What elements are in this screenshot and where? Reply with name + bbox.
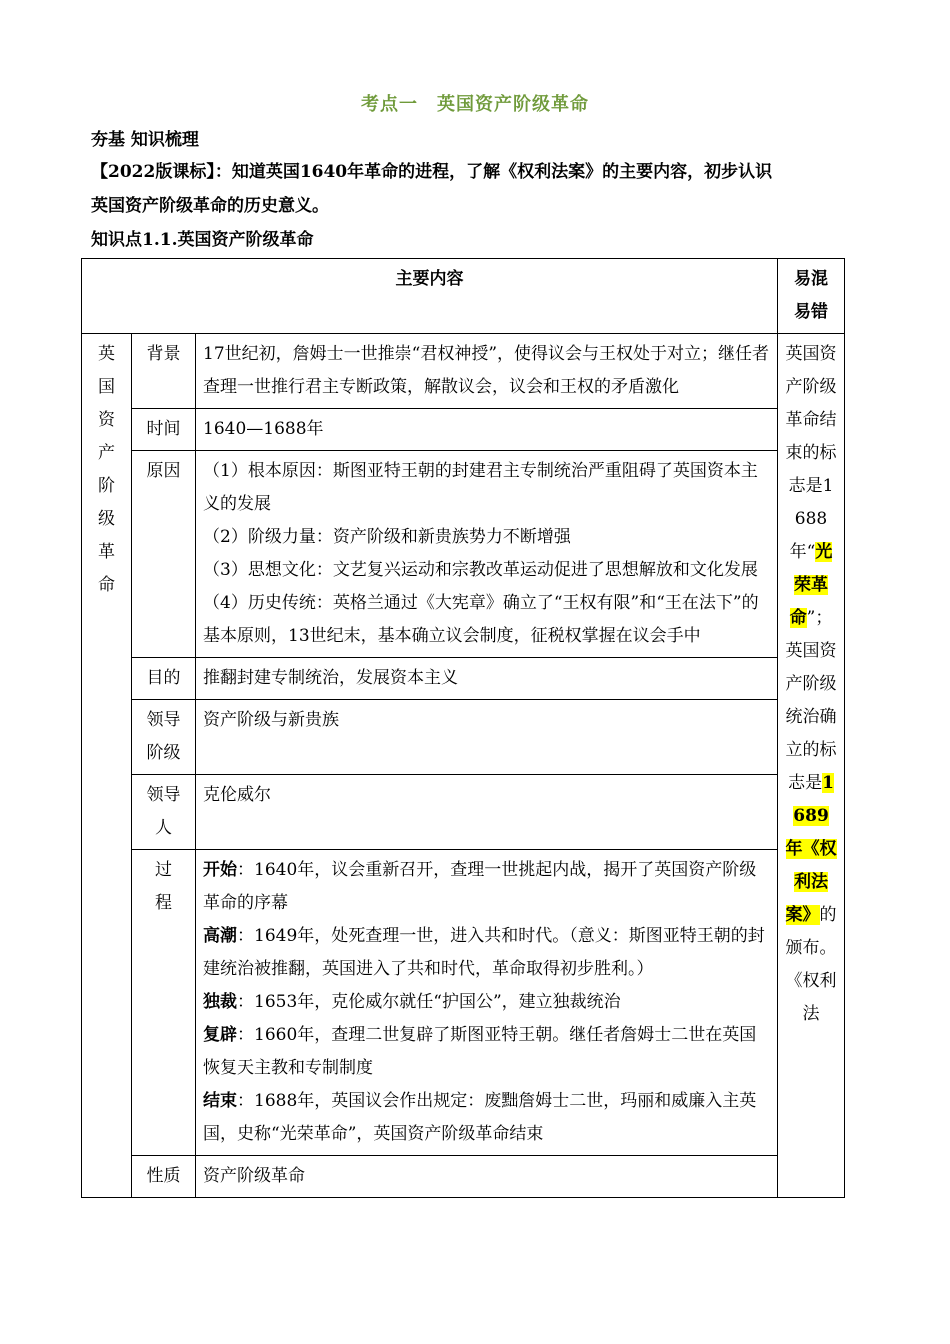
process-dictatorship <box>203 986 770 1019</box>
topic-char: 级 <box>98 509 115 529</box>
error-note-text-3: 的颁布。《权利法 <box>785 905 837 1024</box>
cause-label: 原因 <box>132 451 196 658</box>
cause-item: （3）思想文化：文艺复兴运动和宗教改革运动促进了思想解放和文化发展 <box>203 560 758 580</box>
process-peak-text: ：1649年，处死查理一世，进入共和时代。（意义：斯图亚特王朝的封建统治被推翻，英国进入了共和时代，革命取得初步胜利。） <box>203 926 765 979</box>
cause-item: （2）阶级力量：资产阶级和新贵族势力不断增强 <box>203 527 571 547</box>
process-label-char: 程 <box>155 893 172 913</box>
process-end-key: 结束 <box>203 1091 237 1111</box>
time-label: 时间 <box>132 409 196 451</box>
error-highlight-2: 1689年《权利法案》 <box>785 773 837 925</box>
topic-char: 国 <box>98 377 115 397</box>
cause-item: （1）根本原因：斯图亚特王朝的封建君主专制统治严重阻碍了英国资本主义的发展 <box>203 461 758 514</box>
process-restoration-text: ：1660年，查理二世复辟了斯图亚特王朝。继任者詹姆士二世在英国恢复天主教和专制制度 <box>203 1025 757 1078</box>
process-start <box>203 854 770 920</box>
header-error <box>778 259 845 334</box>
process-label-char: 过 <box>155 860 172 880</box>
subtitle: 夯基 知识梳理 <box>91 130 199 150</box>
background-text: 17世纪初，詹姆士一世推崇“君权神授”，使得议会与王权处于对立；继任者查理一世推行君主专断政策，解散议会，议会和王权的矛盾激化 <box>196 334 778 409</box>
topic-cell <box>82 334 132 1198</box>
time-text: 1640—1688年 <box>196 409 778 451</box>
nature-text: 资产阶级革命 <box>196 1156 778 1198</box>
process-start-key: 开始 <box>203 860 237 880</box>
knowledge-table <box>81 258 845 1198</box>
process-end-text: ：1688年，英国议会作出规定：废黜詹姆士二世，玛丽和威廉入主英国，史称“光荣革命”，英国资产阶级革命结束 <box>203 1091 757 1144</box>
process-peak <box>203 920 770 986</box>
topic-char: 产 <box>98 443 115 463</box>
section-heading: 知识点1.1.英国资产阶级革命 <box>91 230 314 250</box>
error-highlight-1: 光荣革命 <box>789 542 833 628</box>
aim-label: 目的 <box>132 658 196 700</box>
process-end <box>203 1085 770 1151</box>
cause-text <box>196 451 778 658</box>
process-text <box>196 850 778 1156</box>
error-note-cell <box>778 334 845 1198</box>
error-note-text-1: 英国资产阶级革命结束的标志是1688年“ <box>785 344 837 562</box>
header-main: 主要内容 <box>82 259 778 334</box>
process-peak-key: 高潮 <box>203 926 237 946</box>
process-dictatorship-key: 独裁 <box>203 992 237 1012</box>
standard-line-1: 【2022版课标】：知道英国1640年革命的进程，了解《权利法案》的主要内容，初步认识 <box>91 162 773 182</box>
standard-line-2: 英国资产阶级革命的历史意义。 <box>91 196 329 216</box>
leader-text: 克伦威尔 <box>196 775 778 850</box>
nature-label: 性质 <box>132 1156 196 1198</box>
leading-class-text: 资产阶级与新贵族 <box>196 700 778 775</box>
topic-char: 命 <box>98 575 115 595</box>
aim-text: 推翻封建专制统治，发展资本主义 <box>196 658 778 700</box>
topic-char: 资 <box>98 410 115 430</box>
process-label <box>132 850 196 1156</box>
process-restoration-key: 复辟 <box>203 1025 237 1045</box>
process-restoration <box>203 1019 770 1085</box>
background-label: 背景 <box>132 334 196 409</box>
header-error-line-1: 易混 <box>794 269 829 289</box>
topic-char: 革 <box>98 542 115 562</box>
error-note-text-2: ”；英国资产阶级统治确立的标志是 <box>785 608 837 793</box>
topic-char: 阶 <box>98 476 115 496</box>
header-error-line-2: 易错 <box>794 302 829 322</box>
cause-item: （4）历史传统：英格兰通过《大宪章》确立了“王权有限”和“王在法下”的基本原则，13世纪末，基本确立议会制度，征税权掌握在议会手中 <box>203 593 759 646</box>
page-title: 考点一 英国资产阶级革命 <box>361 94 589 115</box>
leading-class-label: 领导阶级 <box>132 700 196 775</box>
leader-label: 领导人 <box>132 775 196 850</box>
process-dictatorship-text: ：1653年，克伦威尔就任“护国公”，建立独裁统治 <box>237 992 621 1012</box>
process-start-text: ：1640年，议会重新召开，查理一世挑起内战，揭开了英国资产阶级革命的序幕 <box>203 860 757 913</box>
topic-char: 英 <box>98 344 115 364</box>
